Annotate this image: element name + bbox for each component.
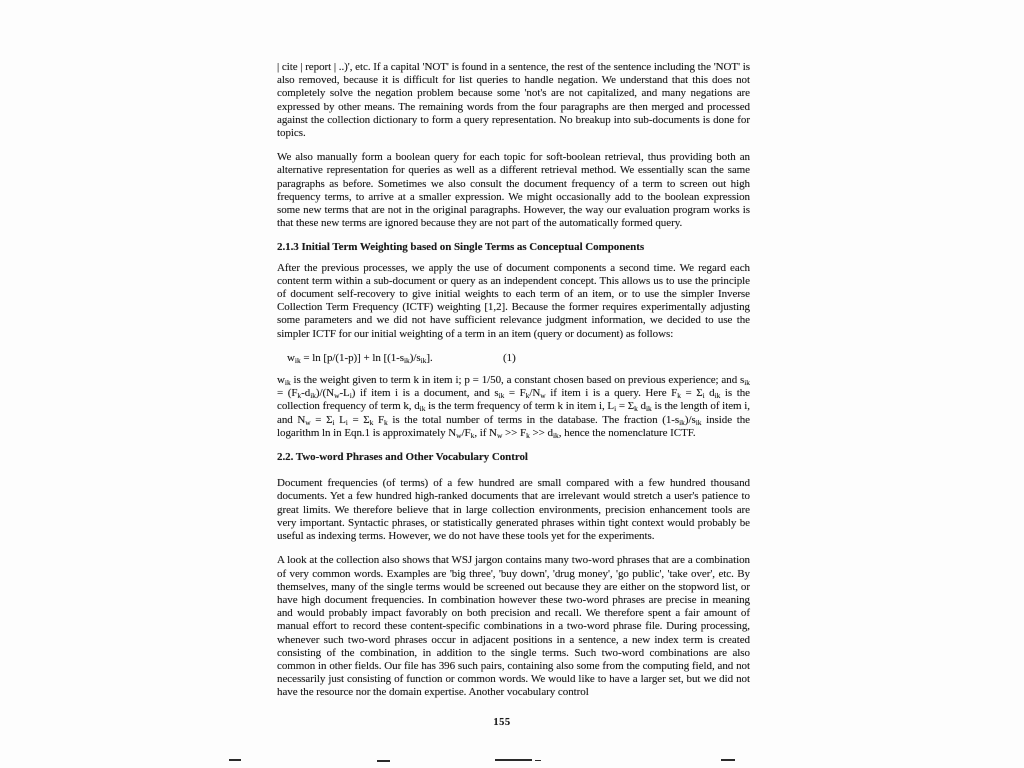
paragraph-boolean-query: We also manually form a boolean query for each topic for soft-boolean retrieval, thus providing both an alternative representation for queries as well as a different retrieval method. We essentially scan the same paragraphs as before. Sometimes we also consult the document frequency of a term to screen out high frequency terms, to arrive at a smaller expression. We might occasionally add to the boolean expression some new terms that are not in the original paragraphs. However, the way our evaluation program works is that these new terms are ignored because they are not part of the automatically formed query. bbox=[277, 151, 750, 230]
paragraph-term-weighting: After the previous processes, we apply the use of document components a second time. We regard each content term within a sub-document or query as an independent concept. This allows us to use the principle of document self-recovery to give initial weights to each term of an item, or to use the simpler Inverse Collection Term Frequency (ICTF) weighting [1,2]. Because the former requires experimentally adjusting some parameters and we did not have sufficient relevance judgment information, we decided to use the simpler ICTF for our initial weighting of a term in an item (query or document) as follows: bbox=[277, 261, 750, 340]
scan-artifact bbox=[229, 759, 241, 761]
paragraph-equation-explanation: $w_{ik}$ is the weight given to term k in item i; p = 1/50, a constant chosen based on previous experience; and $s_{ik} = (F_k-d_{ik})/(N_w-L_i)$ if item i is a document, and $s_{ik} = F_k/N_w$ if item i is a query. Here $F_k = \Sigma_i$ $d_{ik}$ is the collection frequency of term k, $d_{ik}$ is the term frequency of term k in item i, $L_i = \Sigma_k$ $d_{ik}$ is the length of item i, and $N_w = \Sigma_i$ $L_i = \Sigma_k$ $F_k$ is the total number of terms in the database. The fraction $(1-s_{ik})/s_{ik}$ inside the logarithm ln in Eqn.1 is approximately $N_w/F_k$, if $N_w >> F_k >> d_{ik}$, hence the nomenclature ICTF. bbox=[277, 374, 751, 440]
paragraph-document-frequencies: Document frequencies (of terms) of a few hundred are small compared with a few hundred thousand documents. Yet a few hundred high-ranked documents that are irrelevant would stretch a user's patience to great limits. We therefore believe that in large collection environments, precision enhancement tools are very important. Syntactic phrases, or statistically generated phrases within tight context would probably be useful as indexing terms. However, we do not have these tools yet for the experiments. bbox=[277, 477, 750, 543]
equation-number: (1) bbox=[503, 351, 516, 364]
scan-artifact bbox=[377, 760, 390, 762]
equation-body: $w_{ik} = \ln [p/(1-p)] + \ln [(1-s_{ik})/s_{ik}]$. bbox=[287, 351, 433, 365]
equation-1 bbox=[277, 352, 750, 365]
scan-artifact bbox=[721, 759, 735, 761]
scan-artifact bbox=[495, 759, 532, 761]
page-number: 155 bbox=[493, 717, 511, 728]
scan-artifact bbox=[535, 760, 541, 761]
section-heading-2-2: 2.2. Two-word Phrases and Other Vocabulary Control bbox=[277, 451, 528, 464]
paragraph-two-word-phrases: A look at the collection also shows that WSJ jargon contains many two-word phrases that are a combination of very common words. Examples are 'big three', 'buy down', 'drug money', 'go public', 'take over', etc. By themselves, many of the single terms would be screened out because they are either on the stopword list, or have high document frequencies. In combination however these two-word phrases are precise in meaning and would probably impact favorably on both precision and recall. We therefore spent a fair amount of manual effort to record these content-specific combinations in a two-word phrase file. During processing, whenever such two-word phrases occur in adjacent positions in a sentence, a new index term is created consisting of the combination, in addition to the single terms. Such two-word combinations are also common in other fields. Our file has 396 such pairs, containing also some from the computing field, and not necessarily just consisting of function or common words. We would like to have a larger set, but we did not have the resource nor the domain expertise. Another vocabulary control bbox=[277, 554, 750, 699]
paragraph-intro: | cite | report | ..)', etc. If a capital 'NOT' is found in a sentence, the rest of the sentence including the 'NOT' is also removed, because it is difficult for list queries to handle negation. We understand that this does not completely solve the negation problem because some 'not's are not capitalized, and many negations are expressed by other means. The remaining words from the four paragraphs are then merged and processed against the collection dictionary to form a query representation. No breakup into sub-documents is done for topics. bbox=[277, 61, 750, 140]
page-body bbox=[277, 61, 750, 711]
section-heading-2-1-3: 2.1.3 Initial Term Weighting based on Single Terms as Conceptual Components bbox=[277, 241, 645, 254]
